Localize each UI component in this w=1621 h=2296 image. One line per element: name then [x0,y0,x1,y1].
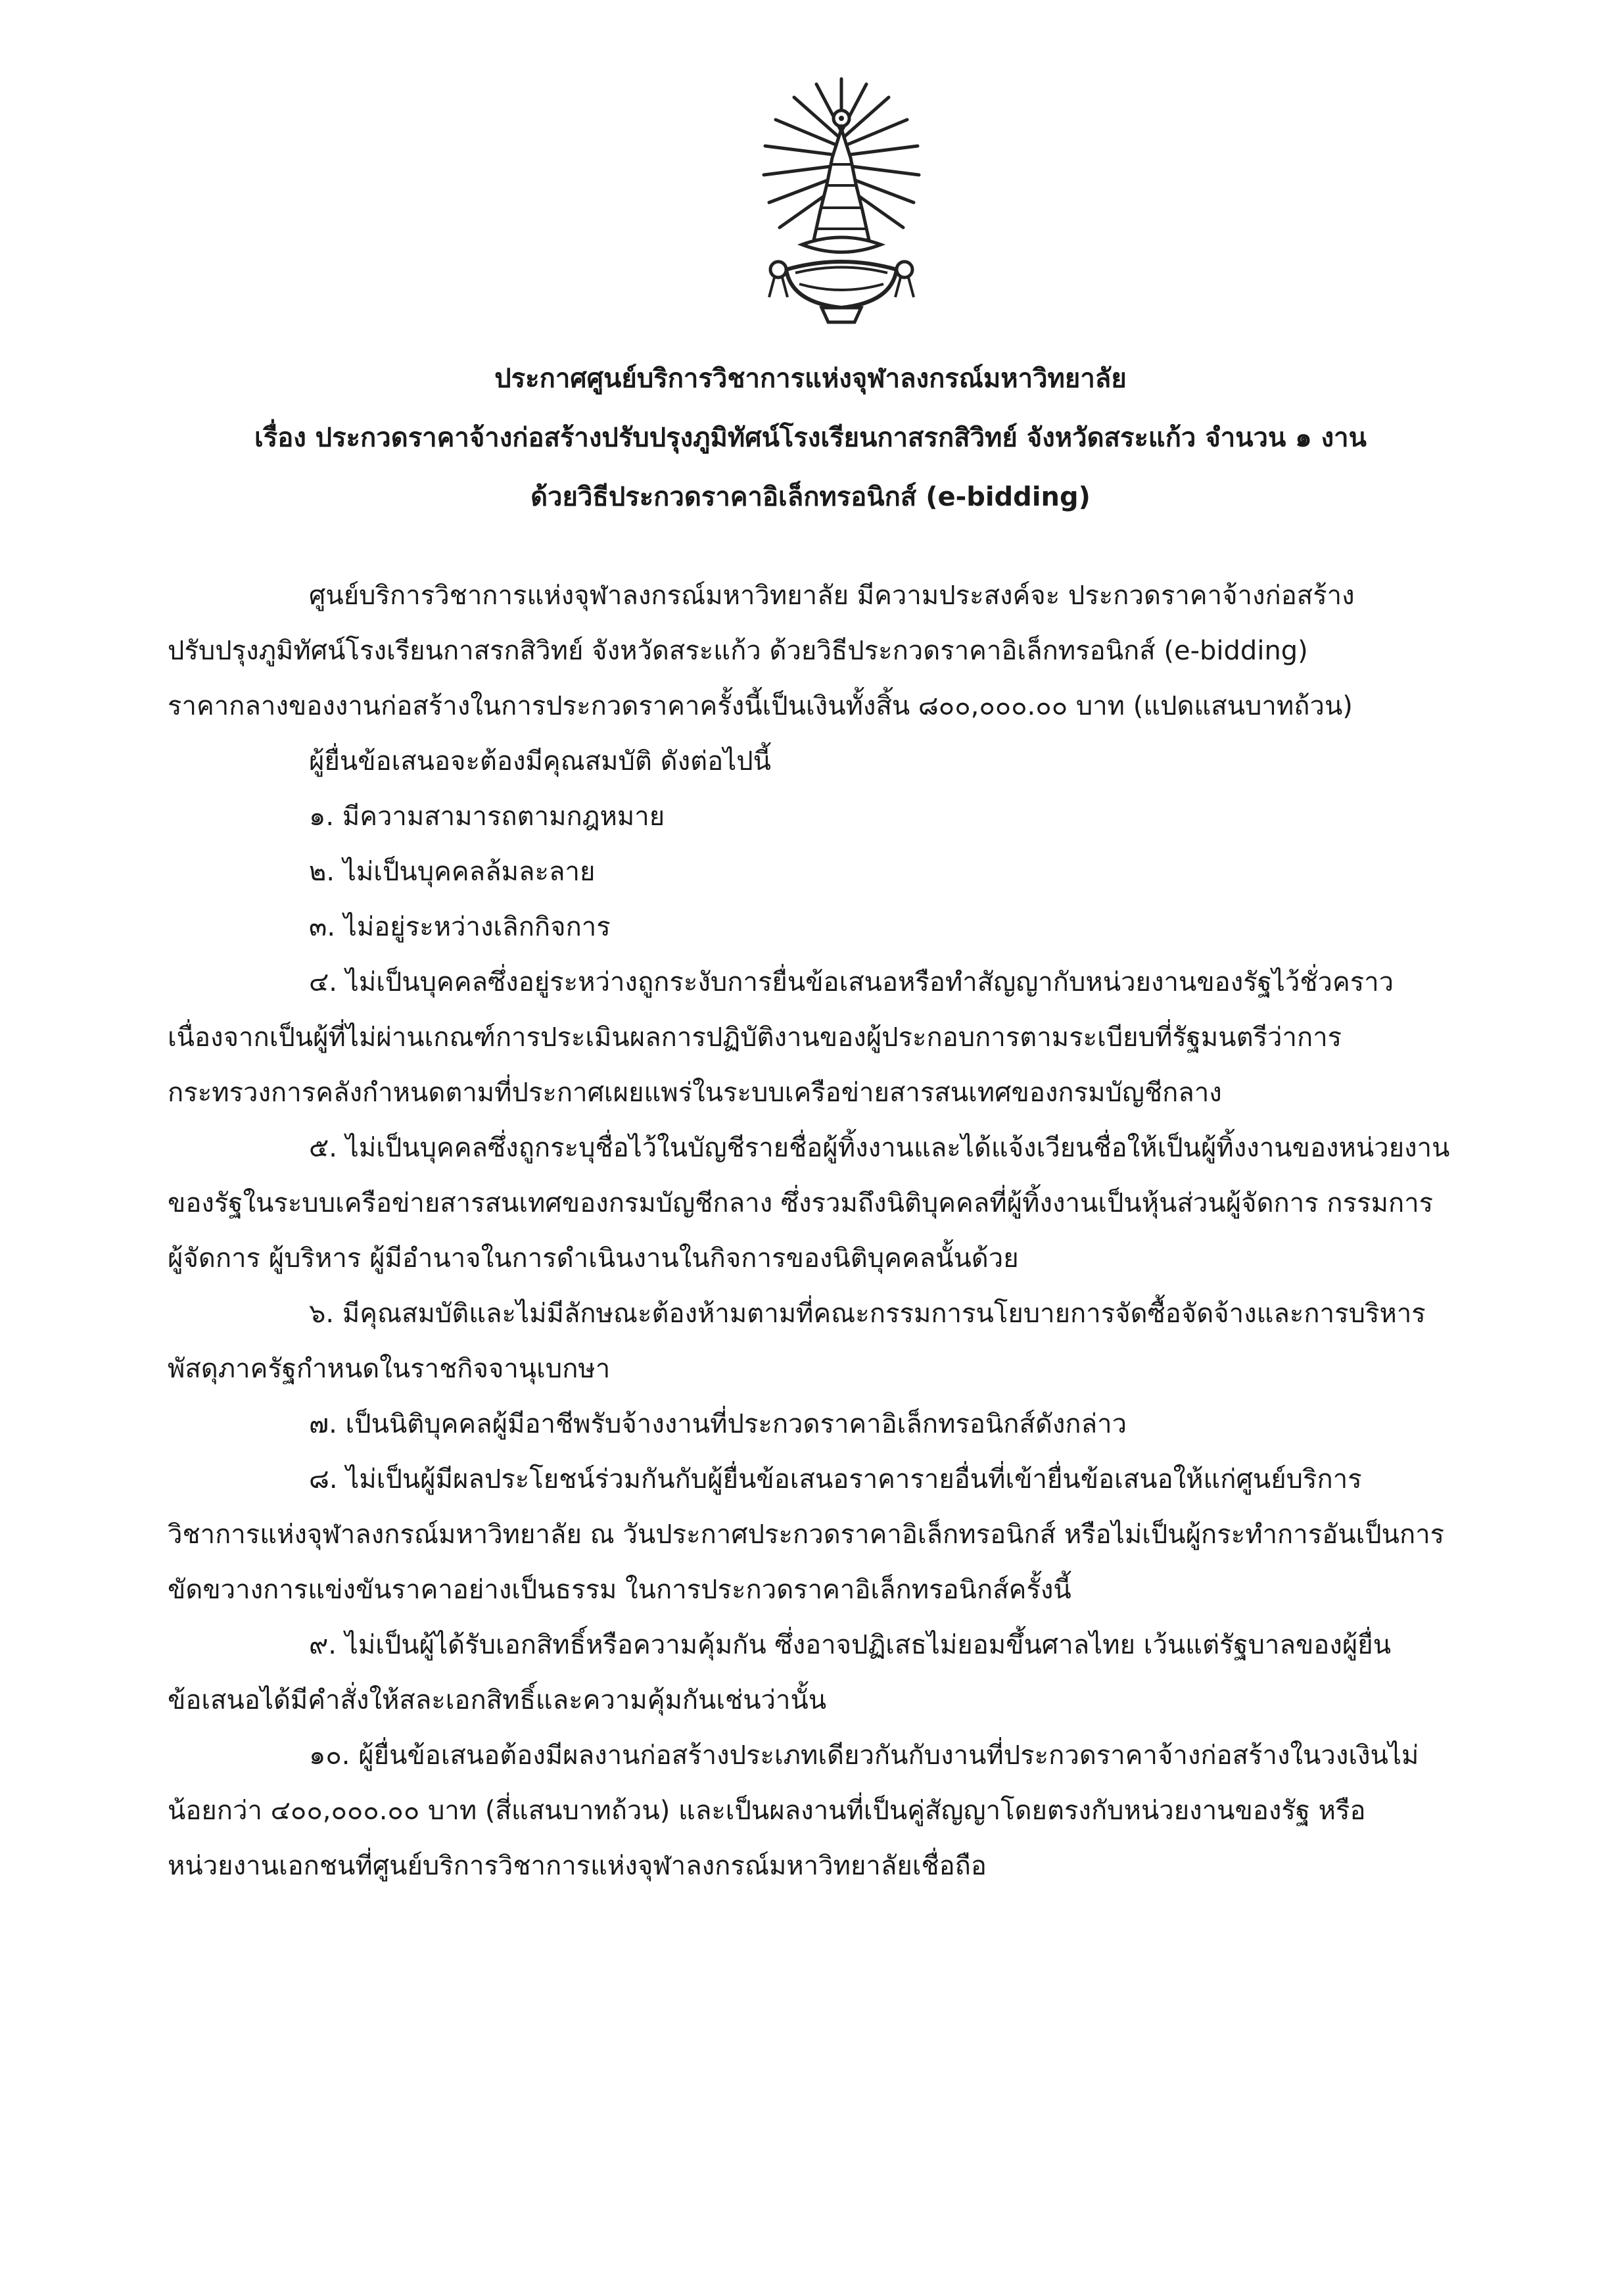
qualification-item: ๕. ไม่เป็นบุคคลซึ่งถูกระบุชื่อไว้ในบัญชีรายชื่อผู้ทิ้งงานและได้แจ้งเวียนชื่อให้เป็นผู้ทิ้งงานของหน่วยงาน [309,1133,1450,1163]
qualification-item-continuation: วิชาการแห่งจุฬาลงกรณ์มหาวิทยาลัย ณ วันประกาศประกวดราคาอิเล็กทรอนิกส์ หรือไม่เป็นผู้กระทำการอันเป็นการ [168,1519,1445,1550]
qualification-item-continuation: เนื่องจากเป็นผู้ที่ไม่ผ่านเกณฑ์การประเมินผลการปฏิบัติงานของผู้ประกอบการตามระเบียบที่รัฐมนตรีว่าการ [168,1022,1342,1053]
qualifications-heading: ผู้ยื่นข้อเสนอจะต้องมีคุณสมบัติ ดังต่อไปนี้ [309,746,771,777]
announcement-title: ประกาศศูนย์บริการวิชาการแห่งจุฬาลงกรณ์มหาวิทยาลัย [494,364,1127,394]
intro-line: ราคากลางของงานก่อสร้างในการประกวดราคาครั้งนี้เป็นเงินทั้งสิ้น ๘๐๐,๐๐๐.๐๐ บาท (แปดแสนบาทถ้วน) [168,691,1353,721]
qualification-item-continuation: พัสดุภาครัฐกำหนดในราชกิจจานุเบกษา [168,1354,611,1384]
qualification-item-continuation: น้อยกว่า ๔๐๐,๐๐๐.๐๐ บาท (สี่แสนบาทถ้วน) และเป็นผลงานที่เป็นคู่สัญญาโดยตรงกับหน่วยงานของรัฐ หรือ [168,1796,1366,1826]
qualification-item-continuation: ผู้จัดการ ผู้บริหาร ผู้มีอำนาจในการดำเนินงานในกิจการของนิติบุคคลนั้นด้วย [168,1243,1019,1274]
qualification-item: ๘. ไม่เป็นผู้มีผลประโยชน์ร่วมกันกับผู้ยื่นข้อเสนอราคารายอื่นที่เข้ายื่นข้อเสนอให้แก่ศูนย์บริการ [309,1464,1362,1495]
qualification-item: ๑. มีความสามารถตามกฎหมาย [309,801,665,832]
qualification-item: ๒. ไม่เป็นบุคคลล้มละลาย [309,857,596,887]
intro-line: ศูนย์บริการวิชาการแห่งจุฬาลงกรณ์มหาวิทยาลัย มีความประสงค์จะ ประกวดราคาจ้างก่อสร้าง [309,581,1355,611]
qualification-item: ๔. ไม่เป็นบุคคลซึ่งอยู่ระหว่างถูกระงับการยื่นข้อเสนอหรือทำสัญญากับหน่วยงานของรัฐไว้ชั่วคราว [309,967,1394,997]
qualification-item-continuation: ขัดขวางการแข่งขันราคาอย่างเป็นธรรม ในการประกวดราคาอิเล็กทรอนิกส์ครั้งนี้ [168,1575,1071,1605]
qualification-item: ๖. มีคุณสมบัติและไม่มีลักษณะต้องห้ามตามที่คณะกรรมการนโยบายการจัดซื้อจัดจ้างและการบริหาร [309,1299,1426,1329]
qualification-item-continuation: ของรัฐในระบบเครือข่ายสารสนเทศของกรมบัญชีกลาง ซึ่งรวมถึงนิติบุคคลที่ผู้ทิ้งงานเป็นหุ้นส่วนผู้จัดการ กรรมการ [168,1188,1434,1218]
qualification-item-continuation: หน่วยงานเอกชนที่ศูนย์บริการวิชาการแห่งจุฬาลงกรณ์มหาวิทยาลัยเชื่อถือ [168,1851,987,1881]
announcement-method: ด้วยวิธีประกวดราคาอิเล็กทรอนิกส์ (e-bidding) [530,482,1091,512]
qualification-item: ๗. เป็นนิติบุคคลผู้มีอาชีพรับจ้างงานที่ประกวดราคาอิเล็กทรอนิกส์ดังกล่าว [309,1409,1127,1439]
qualification-item-continuation: ข้อเสนอได้มีคำสั่งให้สละเอกสิทธิ์และความคุ้มกันเช่นว่านั้น [168,1685,827,1715]
chulalongkorn-emblem-icon [756,72,927,342]
qualification-item: ๓. ไม่อยู่ระหว่างเลิกกิจการ [309,912,611,942]
qualification-item-continuation: กระทรวงการคลังกำหนดตามที่ประกาศเผยแพร่ในระบบเครือข่ายสารสนเทศของกรมบัญชีกลาง [168,1078,1222,1108]
intro-line: ปรับปรุงภูมิทัศน์โรงเรียนกาสรกสิวิทย์ จังหวัดสระแก้ว ด้วยวิธีประกวดราคาอิเล็กทรอนิกส์ (e-bidding) [168,636,1308,666]
announcement-subject: เรื่อง ประกวดราคาจ้างก่อสร้างปรับปรุงภูมิทัศน์โรงเรียนกาสรกสิวิทย์ จังหวัดสระแก้ว จำนวน ๑ งาน [254,423,1367,453]
qualification-item: ๙. ไม่เป็นผู้ได้รับเอกสิทธิ์หรือความคุ้มกัน ซึ่งอาจปฏิเสธไม่ยอมขึ้นศาลไทย เว้นแต่รัฐบาลของผู้ยื่น [309,1630,1392,1660]
qualification-item: ๑๐. ผู้ยื่นข้อเสนอต้องมีผลงานก่อสร้างประเภทเดียวกันกับงานที่ประกวดราคาจ้างก่อสร้างในวงเงินไม่ [309,1740,1419,1771]
